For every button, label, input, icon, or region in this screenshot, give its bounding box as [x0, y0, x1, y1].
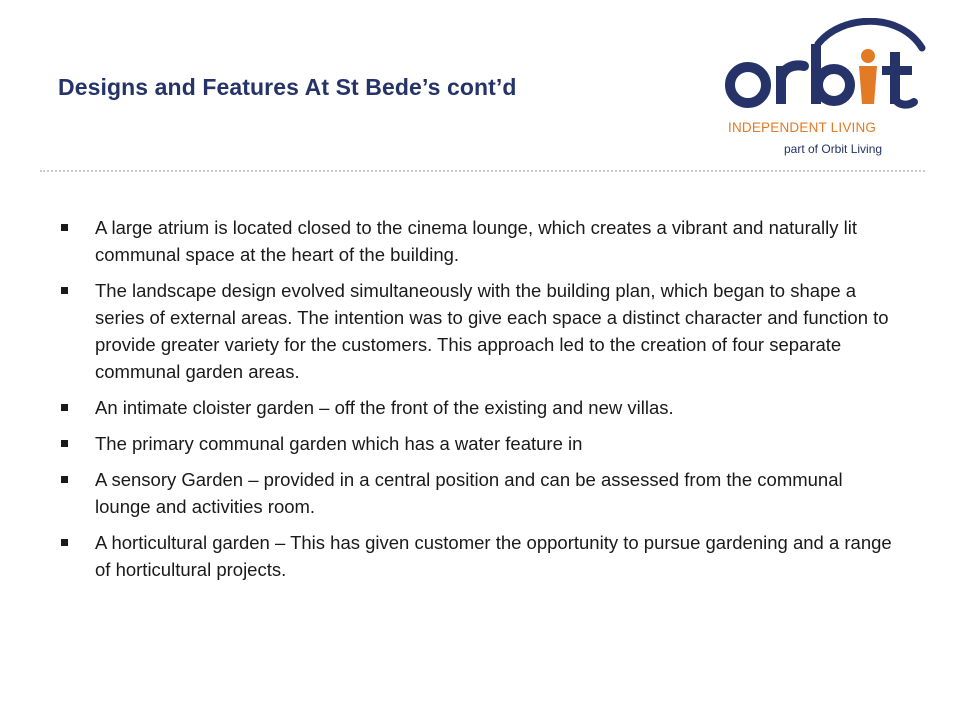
bullet-item [58, 277, 894, 385]
bullet-text: The primary communal garden which has a water feature in [95, 433, 583, 454]
bullet-text: A sensory Garden – provided in a central position and can be assessed from the communal lounge and activities room. [95, 469, 843, 517]
bullet-text: A large atrium is located closed to the cinema lounge, which creates a vibrant and naturally lit communal space at the heart of the building. [95, 217, 857, 265]
slide-title: Designs and Features At St Bede’s cont’d [58, 74, 517, 100]
bullet-text: The landscape design evolved simultaneously with the building plan, which began to shape a series of external areas. The intention was to give each space a distinct character and function to provide greater variety for the customers. This approach led to the creation of four separate communal garden areas. [95, 280, 889, 382]
bullet-item [58, 529, 894, 583]
logo-tagline: INDEPENDENT LIVING [728, 120, 877, 135]
bullet-text: A horticultural garden – This has given customer the opportunity to pursue gardening and a range of horticultural projects. [95, 532, 892, 580]
logo-subtitle: part of Orbit Living [784, 142, 883, 156]
square-bullet-icon [61, 224, 68, 231]
bullet-item [58, 214, 894, 268]
orbit-logo [722, 18, 932, 160]
square-bullet-icon [61, 476, 68, 483]
square-bullet-icon [61, 404, 68, 411]
square-bullet-icon [61, 287, 68, 294]
square-bullet-icon [61, 539, 68, 546]
bullet-list [58, 214, 894, 592]
orbit-wordmark-icon [722, 18, 932, 118]
bullet-item [58, 394, 894, 421]
square-bullet-icon [61, 440, 68, 447]
bullet-item [58, 430, 894, 457]
bullet-text: An intimate cloister garden – off the front of the existing and new villas. [95, 397, 674, 418]
bullet-item [58, 466, 894, 520]
title-divider [40, 170, 925, 172]
